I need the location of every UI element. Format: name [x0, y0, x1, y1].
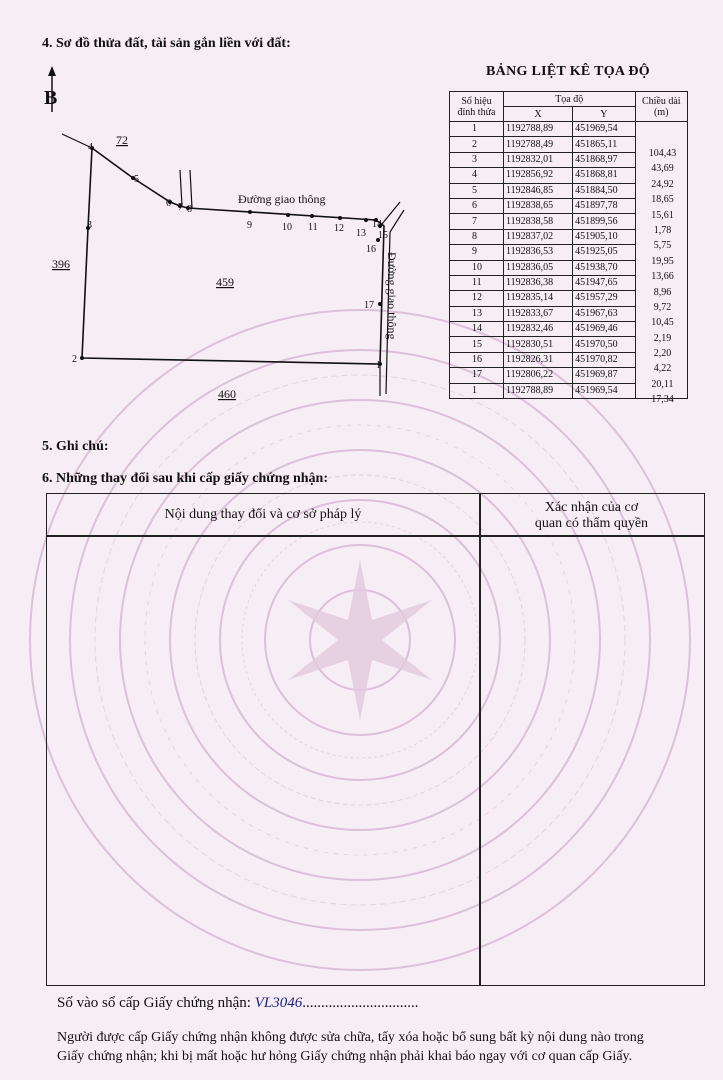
segment-length: 4,22 — [653, 363, 672, 375]
coord-cell-id: 11 — [450, 275, 504, 290]
coord-cell-y: 451967,63 — [573, 306, 635, 321]
coord-cell-x: 1192838,58 — [503, 214, 572, 229]
coord-cell-y: 451970,50 — [573, 337, 635, 352]
segment-length: 43,69 — [651, 163, 674, 175]
coord-cell-id: 15 — [450, 337, 504, 352]
changes-table — [46, 493, 705, 986]
coord-cell-x: 1192833,67 — [503, 306, 572, 321]
point-label: 5 — [134, 174, 139, 185]
coord-cell-y: 451938,70 — [573, 260, 635, 275]
coord-cell-x: 1192836,53 — [503, 245, 572, 260]
registry-value: VL3046 — [254, 995, 303, 1011]
coord-cell-x: 1192832,01 — [503, 152, 572, 167]
coord-cell-x: 1192788,89 — [503, 122, 572, 137]
coord-cell-x: 1192838,65 — [503, 198, 572, 213]
coord-cell-y: 451905,10 — [573, 229, 635, 244]
coord-cell-y: 451970,82 — [573, 352, 635, 367]
point-label: 4 — [88, 142, 93, 153]
coord-cell-y: 451884,50 — [573, 183, 635, 198]
segment-length: 2,19 — [653, 332, 672, 344]
x-header: X — [503, 107, 572, 122]
segment-length: 1,78 — [653, 224, 672, 236]
point-label: 6 — [166, 198, 171, 209]
coord-cell-x: 1192846,85 — [503, 183, 572, 198]
coord-cell-id: 10 — [450, 260, 504, 275]
parcel-396-label: 396 — [52, 257, 70, 271]
segment-length: 15,61 — [651, 209, 674, 221]
registry-label: Số vào sổ cấp Giấy chứng nhận: — [57, 995, 251, 1011]
coord-cell-x: 1192836,38 — [503, 275, 572, 290]
section-6-title: 6. Những thay đổi sau khi cấp giấy chứng nhận: — [42, 471, 329, 486]
segment-length: 10,45 — [651, 317, 674, 329]
point-label: 10 — [282, 222, 292, 233]
point-label: 17 — [364, 300, 374, 311]
parcel-72-label: 72 — [116, 133, 128, 147]
segment-length: 13,66 — [651, 271, 674, 283]
vertex-header: Số hiệu đỉnh thửa — [450, 92, 504, 122]
coords-header: Tọa độ — [503, 92, 635, 107]
segment-length: 9,72 — [653, 301, 672, 313]
coord-cell-id: 4 — [450, 168, 504, 183]
coord-cell-id: 1 — [450, 122, 504, 137]
segment-length: 5,75 — [653, 240, 672, 252]
point-label: 11 — [308, 222, 318, 233]
point-label: 7 — [178, 202, 183, 213]
coord-cell-id: 17 — [450, 368, 504, 383]
segment-length: 24,92 — [651, 178, 674, 190]
registry-number-line — [57, 995, 418, 1012]
point-label: 13 — [356, 228, 366, 239]
point-label: 8 — [187, 204, 192, 215]
coord-cell-x: 1192830,51 — [503, 337, 572, 352]
coord-cell-x: 1192856,92 — [503, 168, 572, 183]
segment-length: 2,20 — [653, 348, 672, 360]
road-label-horizontal: Đường giao thông — [238, 192, 326, 206]
segment-length: 104,43 — [648, 148, 677, 159]
section-5-title: 5. Ghi chú: — [42, 439, 109, 454]
length-header: Chiều dài (m) — [635, 92, 688, 122]
coord-cell-id: 6 — [450, 198, 504, 213]
point-label: 3 — [87, 220, 92, 231]
section-4-title: 4. Sơ đồ thửa đất, tài sản gắn liền với đất: — [42, 36, 291, 51]
segment-length: 20,11 — [651, 378, 674, 390]
north-label: B — [44, 87, 58, 109]
segment-length: 18,65 — [651, 194, 674, 206]
coord-cell-y: 451969,46 — [573, 322, 635, 337]
note-line-1: Người được cấp Giấy chứng nhận không được sửa chữa, tẩy xóa hoặc bổ sung bất kỳ nội dung nào trong — [57, 1030, 644, 1045]
authority-confirm-header — [479, 500, 704, 532]
coord-cell-y: 451925,05 — [573, 245, 635, 260]
note-line-2: Giấy chứng nhận; khi bị mất hoặc hư hỏng Giấy chứng nhận phải khai báo ngay với cơ quan cấp Giấy. — [57, 1049, 633, 1064]
coord-cell-id: 1 — [450, 383, 504, 398]
coord-cell-y: 451969,54 — [573, 122, 635, 137]
road-label-vertical: Đường giao thông — [385, 252, 399, 340]
coord-cell-y: 451865,11 — [573, 137, 635, 152]
authority-header-line2: quan có thẩm quyền — [534, 516, 649, 531]
coord-cell-y: 451868,81 — [573, 168, 635, 183]
length-cell — [635, 122, 688, 137]
coord-table-title: BẢNG LIỆT KÊ TỌA ĐỘ — [486, 64, 650, 79]
coord-cell-id: 7 — [450, 214, 504, 229]
coord-cell-id: 9 — [450, 245, 504, 260]
north-arrow-icon — [44, 66, 57, 112]
land-parcel-sketch — [30, 60, 430, 420]
point-label: 1 — [376, 360, 381, 371]
coord-cell-x: 1192788,89 — [503, 383, 572, 398]
coord-cell-id: 12 — [450, 291, 504, 306]
coord-cell-y: 451969,54 — [573, 383, 635, 398]
coord-cell-x: 1192837,02 — [503, 229, 572, 244]
coord-cell-y: 451957,29 — [573, 291, 635, 306]
coord-cell-y: 451947,65 — [573, 275, 635, 290]
coord-cell-id: 14 — [450, 322, 504, 337]
coord-cell-id: 5 — [450, 183, 504, 198]
point-label: 14 — [372, 219, 382, 230]
segment-length: 8,96 — [653, 286, 672, 298]
coord-cell-id: 13 — [450, 306, 504, 321]
registry-dots: ............................... — [302, 995, 419, 1011]
coord-cell-y: 451897,78 — [573, 198, 635, 213]
change-content-header: Nội dung thay đổi và cơ sở pháp lý — [164, 507, 362, 522]
point-label: 12 — [334, 223, 344, 234]
coord-cell-x: 1192788,49 — [503, 137, 572, 152]
coord-cell-id: 16 — [450, 352, 504, 367]
point-label: 15 — [378, 230, 388, 241]
footer-note — [57, 1028, 697, 1066]
coord-cell-id: 3 — [450, 152, 504, 167]
coord-cell-y: 451899,56 — [573, 214, 635, 229]
y-header: Y — [573, 107, 635, 122]
parcel-460-label: 460 — [218, 387, 236, 401]
point-label: 2 — [72, 354, 77, 365]
coord-cell-id: 8 — [450, 229, 504, 244]
coord-cell-y: 451969,87 — [573, 368, 635, 383]
coord-cell-id: 2 — [450, 137, 504, 152]
coord-cell-x: 1192835,14 — [503, 291, 572, 306]
parcel-459-label: 459 — [216, 275, 234, 289]
coord-cell-y: 451868,97 — [573, 152, 635, 167]
coord-row — [450, 122, 688, 137]
segment-length: 17,34 — [651, 394, 674, 406]
coord-cell-x: 1192836,05 — [503, 260, 572, 275]
length-column — [637, 146, 688, 408]
authority-header-line1: Xác nhận của cơ — [544, 500, 639, 515]
point-label: 16 — [366, 244, 376, 255]
point-label: 9 — [247, 220, 252, 231]
coord-cell-x: 1192832,46 — [503, 322, 572, 337]
coord-cell-x: 1192806,22 — [503, 368, 572, 383]
coord-cell-x: 1192826,31 — [503, 352, 572, 367]
segment-length: 19,95 — [651, 255, 674, 267]
